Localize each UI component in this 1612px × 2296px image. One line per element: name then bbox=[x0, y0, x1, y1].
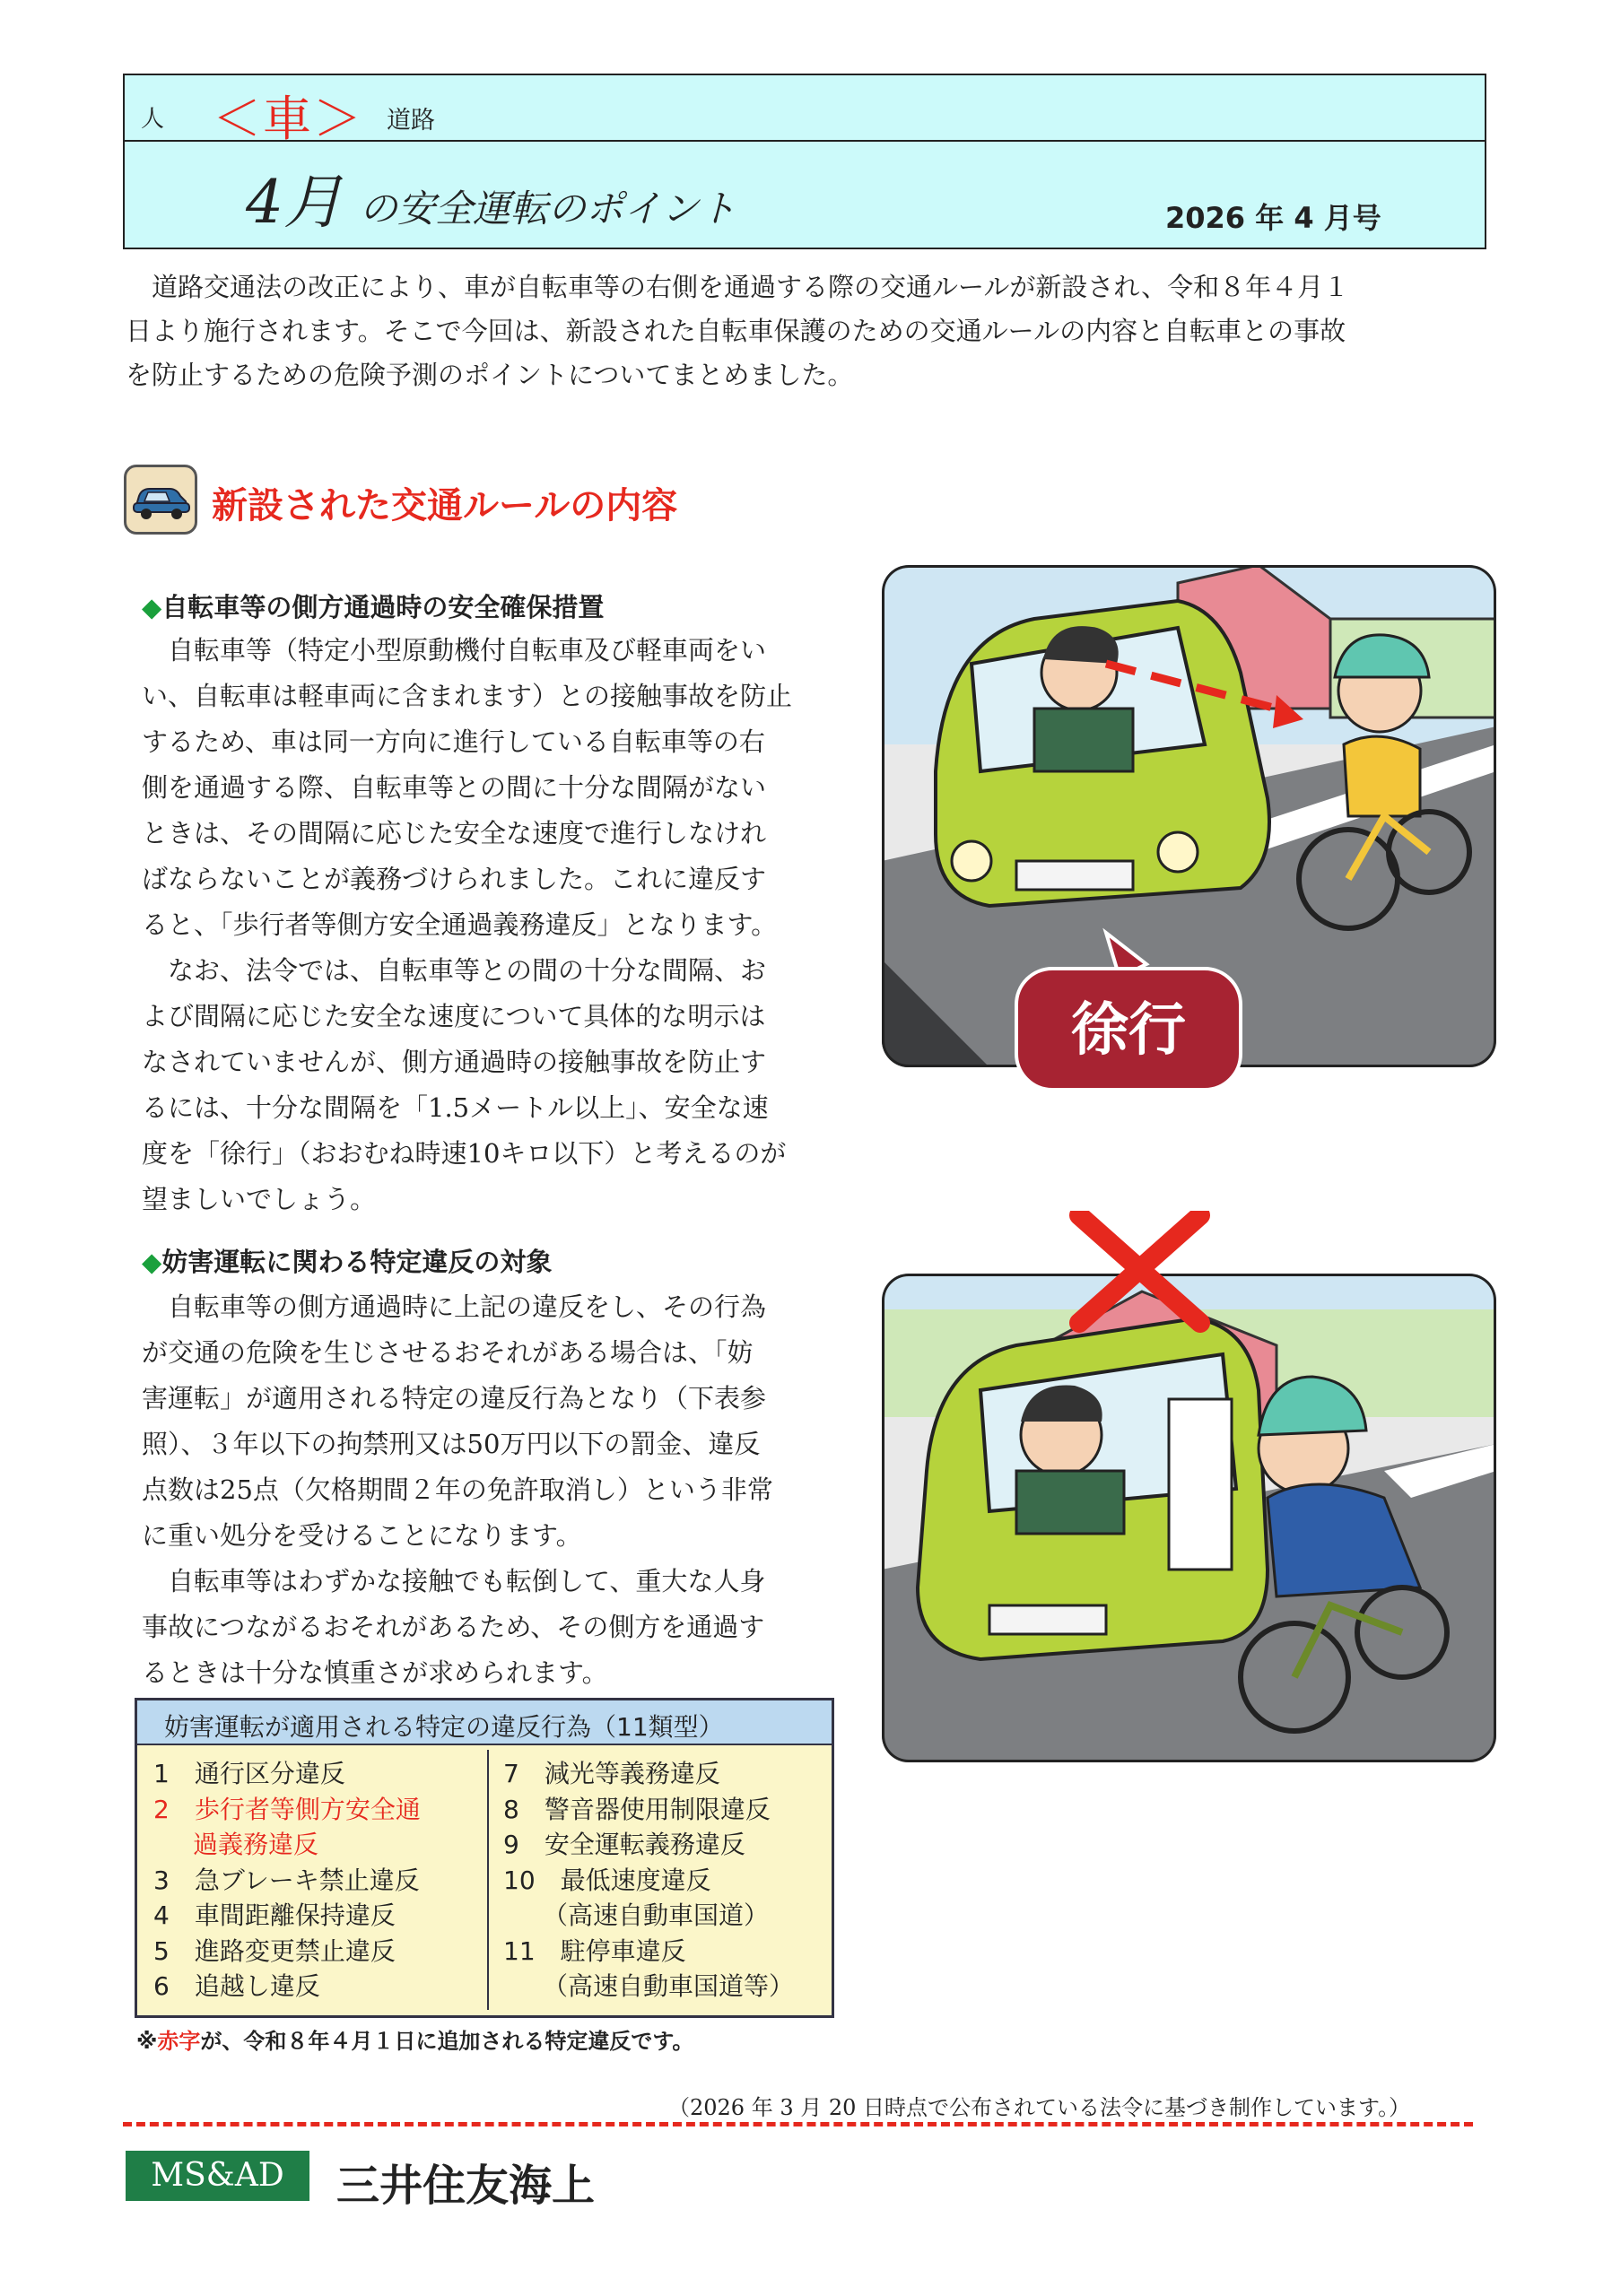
category-left: 人 bbox=[141, 106, 165, 133]
subsection-heading-text: 妨害運転に関わる特定違反の対象 bbox=[161, 1247, 553, 1277]
intro-line: 日より施行されます。そこで今回は、新設された自転車保護のための交通ルールの内容と自転車との事故 bbox=[126, 316, 1346, 346]
table-note bbox=[136, 2023, 693, 2055]
body-line: なされていませんが、側方通過時の接触事故を防止す bbox=[142, 1047, 767, 1077]
body-line: ばならないことが義務づけられました。これに違反す bbox=[142, 864, 767, 894]
table-item: 10 最低速度違反 bbox=[503, 1865, 711, 1895]
body-line: するため、車は同一方向に進行している自転車等の右 bbox=[142, 726, 765, 757]
table-item: 3 急ブレーキ禁止違反 bbox=[153, 1865, 420, 1895]
body-line: 望ましいでしょう。 bbox=[142, 1184, 377, 1214]
table-item: 1 通行区分違反 bbox=[153, 1759, 345, 1788]
note-text: が、令和８年４月１日に追加される特定違反です。 bbox=[200, 2029, 694, 2054]
body-line: 側を通過する際、自転車等との間に十分な間隔がない bbox=[142, 772, 767, 803]
car-icon bbox=[124, 465, 197, 535]
table-item: 4 車間距離保持違反 bbox=[153, 1900, 396, 1930]
page-title: の安全運転のポイント bbox=[360, 187, 737, 230]
body-line: 点数は25点（欠格期間２年の免許取消し）という非常 bbox=[142, 1474, 773, 1505]
body-line: よび間隔に応じた安全な速度について具体的な明示は bbox=[142, 1001, 766, 1031]
issue-label: 2026 年 4 月号 bbox=[1165, 201, 1381, 235]
company-name: 三井住友海上 bbox=[336, 2161, 596, 2211]
car-too-close-cyclist-illustration bbox=[882, 1211, 1496, 1767]
subsection-heading bbox=[142, 587, 604, 624]
body-line: ときは、その間隔に応じた安全な速度で進行しなけれ bbox=[142, 818, 767, 848]
table-item: 8 警音器使用制限違反 bbox=[503, 1794, 771, 1824]
body-line: ると、「歩行者等側方安全通過義務違反」となります。 bbox=[142, 909, 778, 940]
table-item: 11 駐停車違反 bbox=[503, 1935, 686, 1966]
section-title: 新設された交通ルールの内容 bbox=[212, 485, 678, 526]
subsection-heading-text: 自転車等の側方通過時の安全確保措置 bbox=[161, 592, 605, 622]
body-line: が交通の危険を生じさせるおそれがある場合は、「妨 bbox=[142, 1337, 754, 1368]
table-item: 7 減光等義務違反 bbox=[503, 1759, 720, 1788]
body-line: 自転車等の側方通過時に上記の違反をし、その行為 bbox=[142, 1292, 767, 1322]
diamond-icon: ◆ bbox=[142, 1247, 162, 1277]
table-item-cont: （高速自動車国道） bbox=[543, 1900, 770, 1930]
violation-table bbox=[135, 1698, 834, 2018]
note-mark: ※ bbox=[136, 2029, 158, 2054]
body-line: 照）、３年以下の拘禁刑又は50万円以下の罰金、違反 bbox=[142, 1429, 761, 1459]
table-item: 5 進路変更禁止違反 bbox=[153, 1935, 396, 1966]
legal-footnote: （2026 年 3 月 20 日時点で公布されている法令に基づき制作しています。） bbox=[668, 2095, 1411, 2120]
table-column-right bbox=[503, 1756, 794, 2005]
body-line: なお、法令では、自転車等との間の十分な間隔、お bbox=[142, 955, 767, 986]
slow-down-bubble-text: 徐行 bbox=[1071, 997, 1186, 1064]
body-line: るには、十分な間隔を「1.5メートル以上」、安全な速 bbox=[142, 1092, 769, 1123]
table-column-left bbox=[153, 1756, 421, 2005]
table-title: 妨害運転が適用される特定の違反行為（11類型） bbox=[137, 1700, 832, 1745]
table-item: 9 安全運転義務違反 bbox=[503, 1830, 745, 1859]
body-line: 害運転」が適用される特定の違反行為となり（下表参 bbox=[142, 1383, 767, 1413]
subsection-body bbox=[142, 628, 841, 1222]
category-center: ＜車＞ bbox=[213, 91, 363, 147]
intro-line: を防止するための危険予測のポイントについてまとめました。 bbox=[126, 360, 854, 390]
intro-paragraph bbox=[126, 265, 1471, 397]
table-item: 6 追越し違反 bbox=[153, 1971, 320, 2001]
table-item-new: 2 歩行者等側方安全通 bbox=[153, 1794, 421, 1824]
diamond-icon: ◆ bbox=[142, 592, 162, 622]
msad-logo: MS&AD bbox=[126, 2151, 309, 2201]
table-item-cont: （高速自動車国道等） bbox=[543, 1971, 795, 2001]
body-line: い、自転車は軽車両に含まれます）との接触事故を防止 bbox=[142, 681, 793, 711]
body-line: 事故につながるおそれがあるため、その側方を通過す bbox=[142, 1612, 765, 1642]
title-month: 4月 bbox=[246, 168, 343, 237]
subsection-heading bbox=[142, 1242, 552, 1279]
header-box bbox=[123, 74, 1486, 249]
subsection-body bbox=[142, 1284, 841, 1696]
body-line: るときは十分な慎重さが求められます。 bbox=[142, 1657, 608, 1688]
category-right: 道路 bbox=[387, 107, 435, 135]
table-divider bbox=[487, 1750, 489, 2010]
note-red-text: 赤字 bbox=[157, 2029, 201, 2054]
body-line: 自転車等（特定小型原動機付自転車及び軽車両をい bbox=[142, 635, 767, 665]
body-line: 度を「徐行」（おおむね時速10キロ以下）と考えるのが bbox=[142, 1138, 787, 1169]
intro-line: 道路交通法の改正により、車が自転車等の右側を通過する際の交通ルールが新設され、令和８年４月１ bbox=[126, 272, 1350, 302]
body-line: に重い処分を受けることになります。 bbox=[142, 1520, 582, 1551]
body-line: 自転車等はわずかな接触でも転倒して、重大な人身 bbox=[142, 1566, 766, 1596]
dashed-divider bbox=[123, 2122, 1473, 2126]
table-item-new-cont: 過義務違反 bbox=[193, 1830, 319, 1859]
car-passing-cyclist-illustration bbox=[882, 565, 1496, 1099]
